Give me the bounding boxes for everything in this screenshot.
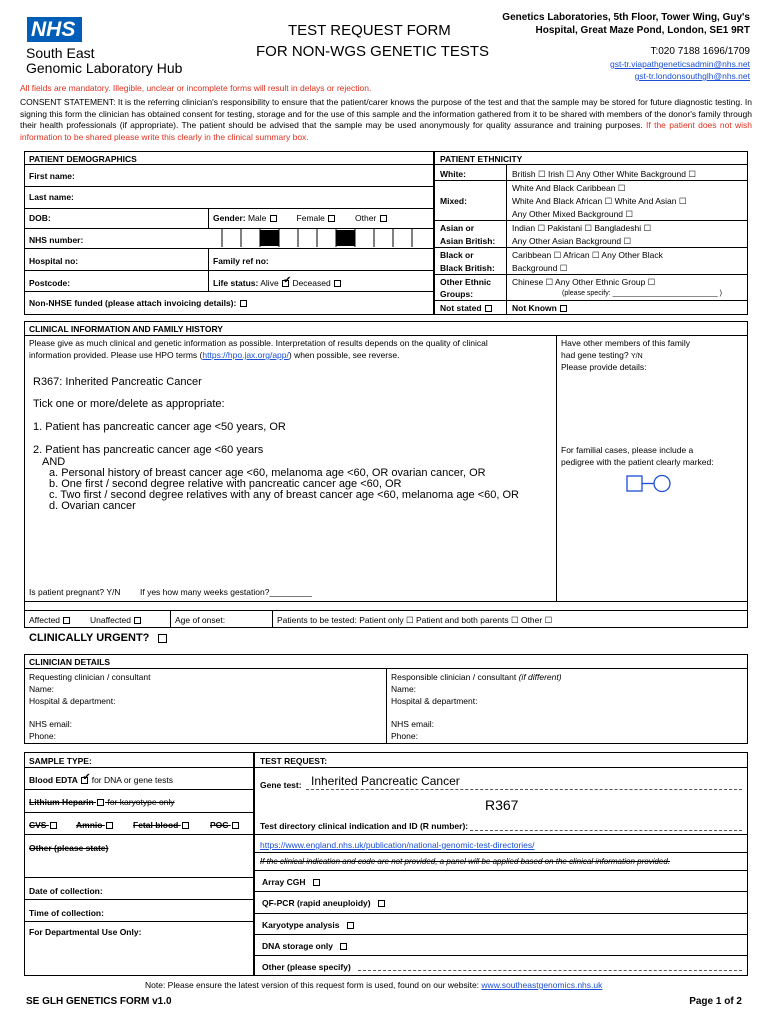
amnio-checkbox[interactable] — [106, 822, 113, 829]
black-label-2: Black British: — [440, 263, 495, 273]
black-option-2[interactable]: Background ☐ — [512, 263, 568, 273]
r-number-value[interactable]: R367 — [485, 797, 519, 813]
other-test-label: Other (please specify) — [262, 962, 351, 972]
unaffected-option[interactable]: Unaffected — [90, 615, 142, 625]
not-known-option[interactable]: Not Known — [512, 303, 568, 313]
alive-checkbox[interactable] — [282, 280, 289, 287]
criterion-2[interactable]: 2. Patient has pancreatic cancer age <60 years — [33, 444, 264, 456]
asian-label-1: Asian or — [440, 223, 475, 233]
hpo-link[interactable]: https://hpo.jax.org/app/ — [202, 350, 289, 360]
other-ethnic-label-1: Other Ethnic — [440, 277, 492, 287]
collection-time-label: Time of collection: — [29, 908, 104, 918]
amnio-option[interactable]: Amnio — [76, 820, 114, 830]
fetal-blood-option[interactable]: Fetal blood — [133, 820, 190, 830]
dna-storage-option[interactable]: DNA storage only — [262, 941, 348, 951]
requesting-name-label: Name: — [29, 684, 55, 694]
postcode-label: Postcode: — [29, 278, 71, 288]
pedigree-symbol-icon — [626, 473, 676, 495]
asian-label-2: Asian British: — [440, 236, 496, 246]
other-ethnic-specify[interactable]: (please specify: ___________________________ ) — [562, 290, 722, 297]
directory-label: Test directory clinical indication and ID (R number): — [260, 821, 469, 831]
poc-option[interactable]: POC — [210, 820, 240, 830]
criterion-and: AND — [42, 456, 66, 468]
dna-storage-checkbox[interactable] — [340, 943, 347, 950]
r-code-title: R367: Inherited Pancreatic Cancer — [33, 376, 202, 388]
responsible-phone-label: Phone: — [391, 731, 418, 741]
hospital-no-label: Hospital no: — [29, 256, 79, 266]
pedigree-instruction-2: pedigree with the patient clearly marked: — [561, 457, 714, 467]
affected-checkbox[interactable] — [63, 617, 70, 624]
gender-male-checkbox[interactable] — [270, 215, 277, 222]
family-testing-details: Please provide details: — [561, 362, 647, 372]
qf-pcr-checkbox[interactable] — [378, 900, 385, 907]
other-ethnic-option-1[interactable]: Chinese ☐ Any Other Ethnic Group ☐ — [512, 277, 656, 287]
array-cgh-checkbox[interactable] — [313, 879, 320, 886]
last-name-label: Last name: — [29, 192, 74, 202]
nhs-logo-text: NHS — [31, 18, 76, 41]
consent-text: CONSENT STATEMENT: It is the referring clinician's responsibility to ensure that the patient/carer knows the purpose of the test and that the sample may be stored for future diagnostic testing. In signing this form the clinician has obtained consent for testing, storage and for the use of this sample and the information gathered from it to be shared with members of the donor's family through their health professionals (if appropriate). The patient should be advised that the sample may be used anonymously for quality assurance and training purposes. — [20, 97, 752, 131]
poc-checkbox[interactable] — [232, 822, 239, 829]
pedigree-instruction-1: For familial cases, please include a — [561, 445, 694, 455]
clinical-heading: CLINICAL INFORMATION AND FAMILY HISTORY — [29, 324, 223, 334]
family-testing-q2: had gene testing? Y/N — [561, 350, 643, 360]
black-option-1[interactable]: Caribbean ☐ African ☐ Any Other Black — [512, 250, 663, 260]
nhs-number-grid — [220, 229, 434, 247]
test-heading: TEST REQUEST: — [260, 756, 328, 766]
asian-option-1[interactable]: Indian ☐ Pakistani ☐ Bangladeshi ☐ — [512, 223, 652, 233]
tick-instruction: Tick one or more/delete as appropriate: — [33, 398, 225, 410]
patients-tested-options[interactable]: Patients to be tested: Patient only ☐ Patient and both parents ☐ Other ☐ — [277, 615, 553, 625]
cvs-checkbox[interactable] — [50, 822, 57, 829]
lab-address-line2: Hospital, Great Maze Pond, London, SE1 9RT — [535, 25, 750, 36]
sample-heading: SAMPLE TYPE: — [29, 756, 92, 766]
consent-warning: If the patient does not wish information to be shared please write this clearly in the clinical summary box. — [20, 120, 753, 142]
requesting-phone-label: Phone: — [29, 731, 56, 741]
dob-label: DOB: — [29, 213, 51, 223]
responsible-clinician-label: Responsible clinician / consultant (if different) — [391, 672, 562, 682]
form-title-line1: TEST REQUEST FORM — [288, 22, 451, 39]
lab-email-2[interactable]: gst-tr.londonsouthglh@nhs.net — [634, 71, 750, 81]
mixed-option-2[interactable]: White And Black African ☐ White And Asian ☐ — [512, 196, 687, 206]
demographics-heading: PATIENT DEMOGRAPHICS — [29, 154, 137, 164]
other-ethnic-label-2: Groups: — [440, 289, 474, 299]
requesting-email-label: NHS email: — [29, 719, 72, 729]
gene-test-label: Gene test: — [260, 780, 302, 790]
gene-test-value[interactable]: Inherited Pancreatic Cancer — [311, 774, 460, 788]
footer-website-link[interactable]: www.southeastgenomics.nhs.uk — [481, 980, 603, 990]
mixed-option-3[interactable]: Any Other Mixed Background ☐ — [512, 209, 634, 219]
form-title-line2: FOR NON-WGS GENETIC TESTS — [256, 43, 490, 60]
responsible-name-label: Name: — [391, 684, 417, 694]
deceased-checkbox[interactable] — [334, 280, 341, 287]
asian-option-2[interactable]: Any Other Asian Background ☐ — [512, 236, 632, 246]
white-label: White: — [440, 169, 466, 179]
clinically-urgent[interactable]: CLINICALLY URGENT? — [29, 632, 168, 644]
lab-address-line1: Genetics Laboratories, 5th Floor, Tower Wing, Guy's — [502, 12, 750, 23]
pregnant-question[interactable]: Is patient pregnant? Y/N — [29, 587, 121, 597]
age-of-onset-label: Age of onset: — [175, 615, 226, 625]
clinical-intro-line2: information provided. Please use HPO terms (https://hpo.jax.org/app/) when possible, see reverse. — [29, 350, 400, 360]
not-stated-checkbox[interactable] — [485, 305, 492, 312]
lithium-heparin-checkbox[interactable] — [97, 799, 104, 806]
criterion-2d[interactable]: d. Ovarian cancer — [49, 500, 136, 512]
form-version: SE GLH GENETICS FORM v1.0 — [26, 996, 172, 1007]
criterion-2b[interactable]: b. One first / second degree relative with pancreatic cancer age <60, OR — [49, 478, 402, 490]
panel-note: If the clinical indication and code are not provided, a panel will be applied based on the clinical information provided. — [260, 857, 671, 866]
fetal-blood-checkbox[interactable] — [182, 822, 189, 829]
array-cgh-option[interactable]: Array CGH — [262, 877, 321, 887]
white-options[interactable]: British ☐ Irish ☐ Any Other White Background ☐ — [512, 169, 696, 179]
gender-female-checkbox[interactable] — [328, 215, 335, 222]
responsible-email-label: NHS email: — [391, 719, 434, 729]
mixed-label: Mixed: — [440, 196, 467, 206]
family-testing-q1: Have other members of this family — [561, 338, 690, 348]
collection-date-label: Date of collection: — [29, 886, 103, 896]
qf-pcr-option[interactable]: QF-PCR (rapid aneuploidy) — [262, 898, 386, 908]
clinician-heading: CLINICIAN DETAILS — [29, 657, 111, 667]
nhs-logo — [27, 17, 82, 42]
non-nhse-label: Non-NHSE funded (please attach invoicing details): — [29, 298, 248, 308]
karyotype-checkbox[interactable] — [347, 922, 354, 929]
departmental-use-label: For Departmental Use Only: — [29, 927, 142, 937]
other-sample-option[interactable]: Other (please state) — [29, 843, 109, 853]
gender-field: Gender: Male Female Other — [213, 213, 388, 223]
consent-statement — [20, 97, 752, 143]
family-ref-label: Family ref no: — [213, 256, 269, 266]
not-stated-option[interactable]: Not stated — [440, 303, 493, 313]
criterion-2c[interactable]: c. Two first / second degree relatives with any of breast cancer age <60, melanoma age <60, OR — [49, 489, 519, 501]
affected-option[interactable]: Affected — [29, 615, 71, 625]
family-testing-yn[interactable]: Y/N — [630, 353, 643, 360]
ethnicity-heading: PATIENT ETHNICITY — [440, 154, 523, 164]
footer-note: Note: Please ensure the latest version of this request form is used, found on our website: www.southeastgenomics.nhs.uk — [145, 980, 603, 990]
criterion-2a[interactable]: a. Personal history of breast cancer age <60, melanoma age <60, OR ovarian cancer, OR — [49, 467, 486, 479]
karyotype-option[interactable]: Karyotype analysis — [262, 920, 355, 930]
nhs-number-label: NHS number: — [29, 235, 84, 245]
page-number: Page 1 of 2 — [689, 996, 742, 1007]
sample-box — [24, 752, 254, 976]
first-name-label: First name: — [29, 171, 75, 181]
life-status-field: Life status: Alive ✔ Deceased — [213, 278, 342, 288]
urgent-checkbox[interactable] — [158, 634, 167, 643]
responsible-hospital-label: Hospital & department: — [391, 696, 478, 706]
not-known-checkbox[interactable] — [560, 305, 567, 312]
black-label-1: Black or — [440, 250, 474, 260]
lab-phone: T:020 7188 1696/1709 — [650, 46, 750, 57]
gender-other-checkbox[interactable] — [380, 215, 387, 222]
nhs-number-boxes[interactable] — [220, 229, 434, 247]
blood-edta-checkbox[interactable] — [81, 777, 88, 784]
clinical-intro-line1: Please give as much clinical and genetic information as possible. Interpretation of results depends on the quality of clinical — [29, 338, 488, 348]
org-name-line2: Genomic Laboratory Hub — [26, 60, 183, 76]
requesting-hospital-label: Hospital & department: — [29, 696, 116, 706]
cvs-option[interactable]: CVS — [29, 820, 58, 830]
directory-link[interactable]: https://www.england.nhs.uk/publication/national-genomic-test-directories/ — [260, 840, 535, 850]
org-name-line1: South East — [26, 45, 95, 61]
mixed-option-1[interactable]: White And Black Caribbean ☐ — [512, 183, 626, 193]
non-nhse-checkbox[interactable] — [240, 300, 247, 307]
lab-email-1[interactable]: gst-tr.viapathgeneticsadmin@nhs.net — [610, 59, 750, 69]
criterion-1[interactable]: 1. Patient has pancreatic cancer age <50 years, OR — [33, 421, 286, 433]
blood-edta-option[interactable]: Blood EDTA ✔ for DNA or gene tests — [29, 775, 173, 785]
requesting-clinician-label: Requesting clinician / consultant — [29, 672, 151, 682]
gestation-question[interactable]: If yes how many weeks gestation?_________ — [140, 587, 313, 597]
lithium-heparin-option[interactable]: Lithium Heparin for karyotype only — [29, 797, 175, 807]
unaffected-checkbox[interactable] — [134, 617, 141, 624]
mandatory-note: All fields are mandatory. Illegible, unclear or incomplete forms will result in delays or rejection. — [20, 83, 372, 93]
